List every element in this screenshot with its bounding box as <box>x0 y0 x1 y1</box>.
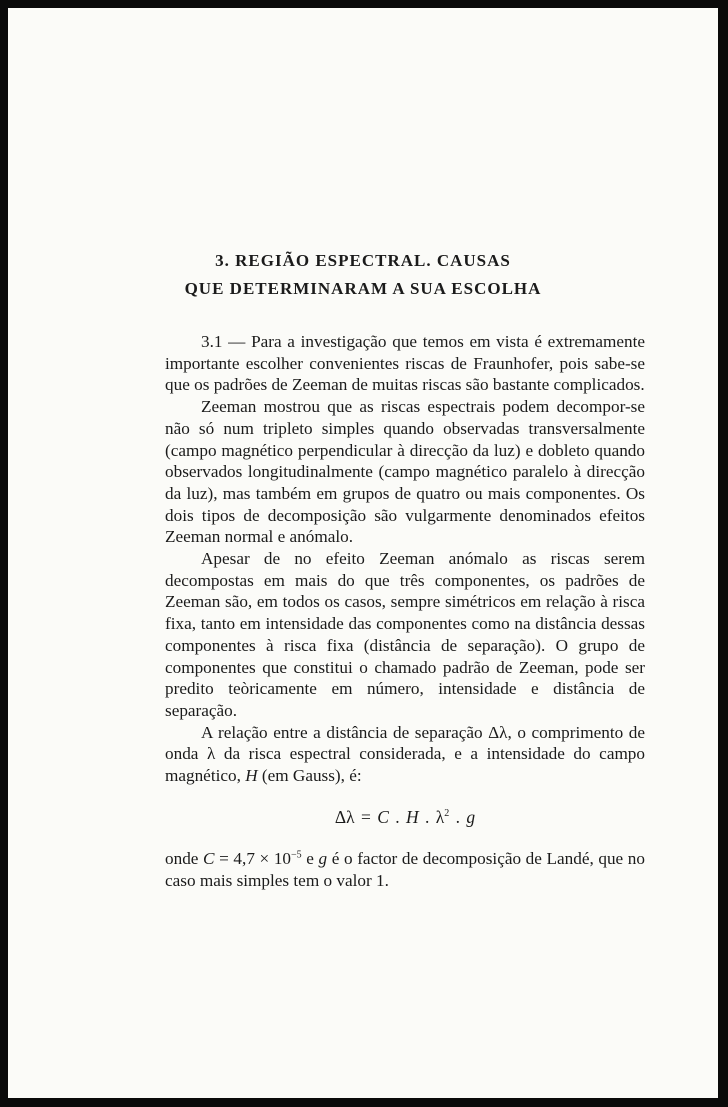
formula-H: H <box>406 806 419 827</box>
paragraph-1-text: Para a investigação que temos em vista é extremamente importante escolher convenientes riscas de Fraunhofer, pois sabe-se que os padrões de Zeeman de muitas riscas são bastante complicados. <box>165 332 645 395</box>
document-page <box>8 8 718 1098</box>
paragraph-4-text-a: A relação entre a distância de separação Δλ, o comprimento de onda λ da risca espectral considerada, e a intensidade do campo magnético, <box>165 722 645 786</box>
formula-dot-2: . <box>418 806 436 827</box>
closing-paragraph <box>165 848 645 891</box>
formula-g: g <box>466 806 476 827</box>
paragraph-1 <box>165 331 645 396</box>
paragraph-4-text-b: (em Gauss), é: <box>257 766 362 786</box>
closing-exponent: −5 <box>291 849 302 861</box>
formula-dot-3: . <box>449 806 467 827</box>
closing-mid: e <box>301 849 319 869</box>
closing-rest: é o factor de decomposição de Landé, que no caso mais simples tem o valor 1. <box>165 849 645 891</box>
closing-C: C <box>203 849 215 869</box>
formula-equals: = <box>354 806 378 827</box>
closing-g: g <box>318 849 328 869</box>
formula <box>165 807 645 829</box>
formula-C: C <box>377 806 389 827</box>
formula-exponent: 2 <box>444 807 450 819</box>
closing-pre: onde <box>165 849 204 869</box>
heading-line-1: 3. REGIÃO ESPECTRAL. CAUSAS <box>215 251 511 271</box>
paragraph-2: Zeeman mostrou que as riscas espectrais podem decompor-se não só num tripleto simples quando observadas transversalmente (campo magnético perpendicular à direcção da luz) e dobleto quando observados longitudinalmente (campo magnético paralelo à direcção da luz), mas também em grupos de quatro ou mais componentes. Os dois tipos de decomposição são vulgarmente denominados efeitos Zeeman normal e anómalo. <box>165 397 645 547</box>
section-number: 3.1 <box>201 332 223 351</box>
section-heading <box>8 247 718 303</box>
formula-dot-1: . <box>388 806 407 827</box>
section-dash: — <box>222 332 252 351</box>
closing-block <box>165 848 645 891</box>
heading-line-2: QUE DETERMINARAM A SUA ESCOLHA <box>184 279 542 299</box>
formula-lambda: λ <box>435 806 445 827</box>
symbol-H: H <box>245 766 258 786</box>
closing-value: = 4,7 × 10 <box>214 849 292 869</box>
formula-lhs: Δλ <box>334 806 355 827</box>
paragraph-3: Apesar de no efeito Zeeman anómalo as riscas serem decompostas em mais do que três componentes, os padrões de Zeeman são, em todos os casos, sempre simétricos em relação à risca fixa, tanto em intensidade das componentes como na distância dessas componentes à risca fixa (distância de separação). O grupo de componentes que constitui o chamado padrão de Zeeman, pode ser predito teòricamente em número, intensidade e distância de separação. <box>165 549 645 720</box>
paragraph-4 <box>165 722 645 787</box>
body-text <box>165 331 645 892</box>
